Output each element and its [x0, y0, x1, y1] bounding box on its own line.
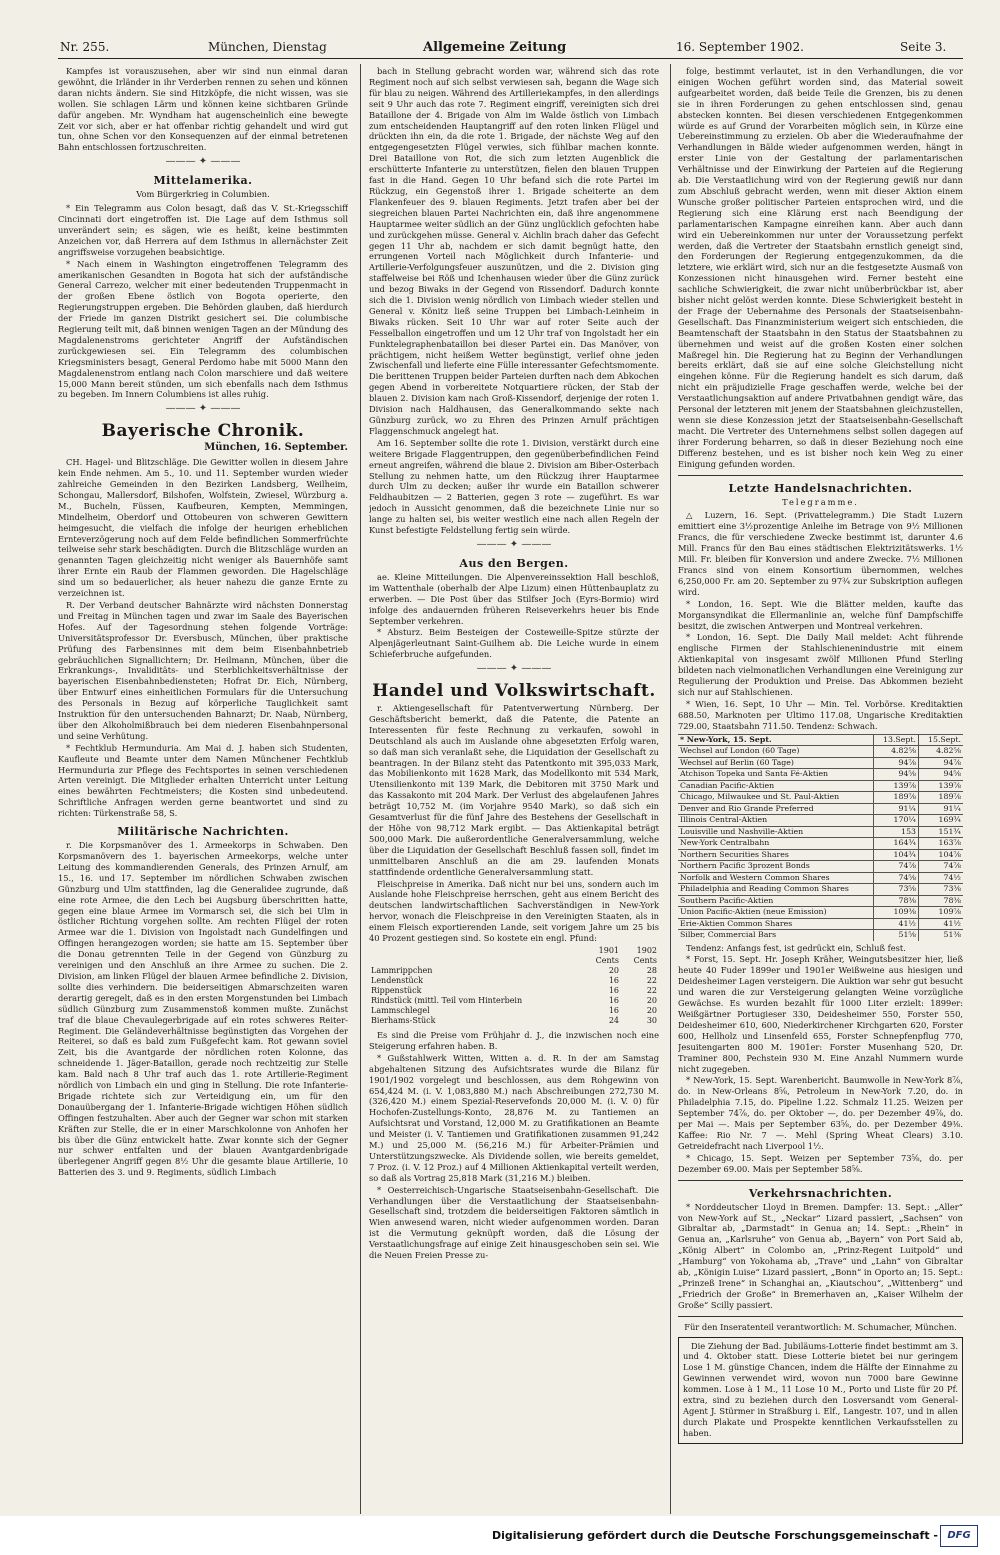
table-cell: 189⅞	[874, 792, 919, 804]
table-cell: Cents	[595, 955, 619, 965]
table-row	[678, 815, 963, 827]
section-title-letzte-handelsnachrichten: Letzte Handelsnachrichten.	[728, 481, 913, 495]
section-title-handel: Handel und Volkswirtschaft.	[372, 681, 656, 702]
table-cell: Northern Securities Shares	[678, 849, 874, 861]
article-paragraph: * London, 16. Sept. Die Daily Mail meldet: Acht führende englische Firmen der Stahlschienenindustrie mit einem Aktienkapital von insgesamt zwölf Millionen Pfund Sterling bildeten nach vielmonatlichen Verhandlungen eine Vereinigung zur Regulierung der Produktion und Preise. Das Abkommen bezieht sich nur auf Stahlschienen.	[678, 632, 963, 697]
section-title-mittelamerika: Mittelamerika.	[153, 174, 253, 188]
article-paragraph: * Gußstahlwerk Witten, Witten a. d. R. In der am Samstag abgehaltenen Sitzung des Aufsichtsrates wurde die Bilanz für 1901/1902 vorgelegt und beschlossen, aus dem Rohgewinn von 654,424 M. (i. V. 1,083,880 M.) nach Abschreibungen 272,730 M. (326,420 M.) einem Spezial-Reservefonds 20,000 M. (i. V. 0) für Hochofen-Zustellungs-Konto, 28,876 M. zu Tantiemen an Aufsichtsrat und Vorstand, 12,000 M. zu Gratifikationen an Beamte und Meister (i. V. Tantiemen und Gratifikationen zusammen 91,242 M.) und 25,000 M. (56,216 M.) für Arbeiter-Prämien und Unterstützungszwecke. Als Dividende sollen, wie bereits gemeldet, 7 Proz. (i. V. 12 Proz.) auf 4 Millionen Aktienkapital verteilt werden, so daß als Vortrag 25,818 Mark (31,216 M.) bleiben.	[369, 1052, 659, 1183]
section-rule	[678, 475, 963, 476]
article-paragraph: * Nach einem in Washington eingetroffenen Telegramm des amerikanischen Gesandten in Bogota hat sich der aufständische General Carrezo, welcher mit einer bedeutenden Truppenmacht in der großen Ebene östlich von Bogota operierte, den Regierungstruppen ergeben. Die Behörden glauben, daß hierdurch der Friede im ganzen Distrikt gesichert sei. Die columbische Regierung teilt mit, daß binnen wenigen Tagen an der Mündung des Magdalenenstroms gerichteter Angriff der Aufständischen zurückgewiesen sei. Ein Telegramm des columbischen Kriegsministers besagt, General Perdomo habe mit 5000 Mann den Magdalenenstrom entlang nach Colon marschiere und daß weitere 15,000 Mann bereit stünden, um sich ebenfalls nach dem Isthmus zu begeben. Im Innern Columbiens ist alles ruhig.	[58, 258, 348, 400]
section-title-verkehrsnachrichten: Verkehrsnachrichten.	[748, 1186, 893, 1200]
section-divider: ——— ✦ ———	[165, 156, 241, 168]
column-2	[369, 66, 659, 1511]
article-paragraph: Am 16. September sollte die rote 1. Division, verstärkt durch eine weitere Brigade Flaggentruppen, den gegenüberbefindlichen Feind erneut angreifen, während die blaue 2. Division am Biber-Osterbach Stellung zu nehmen hatte, um den Rückzug ihrer Hauptarmee durch Ulm zu decken; außer ihr wurde ein Bataillon schwerer Feldhaubitzen — 2 Batterien, gegen 3 rote — zugeführt. Es war jedoch in Aussicht genommen, daß die bezeichnete Linie nur so lange zu halten sei, bis weiter westlich eine nach allen Regeln der Kunst befestigte Feldstellung fertig sein würde.	[369, 437, 659, 536]
stock-quote-table	[678, 734, 963, 941]
section-divider: ——— ✦ ———	[476, 538, 552, 550]
article-paragraph: * Chicago, 15. Sept. Weizen per September 73⅝, do. per Dezember 69.00. Mais per September 58⅝.	[678, 1152, 963, 1174]
section-divider: ——— ✦ ———	[476, 663, 552, 675]
table-row	[369, 1016, 659, 1026]
article-paragraph: bach in Stellung gebracht worden war, während sich das rote Regiment noch auf sich selbst verwiesen sah, begann die Wage sich für blau zu neigen. Während des Artilleriekampfes, in den allerdings seit 9 Uhr auch das rote 7. Regiment eingriff, vereinigten sich drei Bataillone der 4. Brigade von Alm im Walde östlich von Limbach zum entscheidenden Hauptangriff auf den roten linken Flügel und drückten ihn ein, da die rote 1. Brigade, der nächste Weg auf den entgegengesetzten Flügel verwies, sich fühlbar machen konnte. Drei Bataillone von Rot, die sich zum letzten Augenblick die erschütterte Infanterie zu unterstützen, fielen den blauen Truppen fast in die Hand. Gegen 10 Uhr befand sich die rote Partei im Rückzug, ein Gegenstoß ihrer 1. Brigade scheiterte an dem Flankenfeuer des 9. blauen Regiments. Jetzt trafen aber bei der siegreichen blauen Partei Nachrichten ein, daß ihre angenommene Hauptarmee weiter südlich an der Günz unglücklich gefochten habe und zurückgehen müsse. General v. Aichlin brach daher das Gefecht gegen 11 Uhr ab, nachdem er sich damit begnügt hatte, den errungenen Vorteil nach Möglichkeit durch Infanterie- und Artillerie-Verfolgungsfeuer auszunützen, und die 2. Division ging staffelweise bei Röß und Ichenhausen wieder über die Günz zurück und bezog Biwaks in der Gegend von Rissendorf. Dadurch konnte sich die 1. Division wenig nördlich von Limbach wieder stellen und General v. Könitz ließ seine Truppen bei Limbach-Leinheim in Biwaks rücken. Seit 10 Uhr war auf roter Seite auch der Fesselballon eingetroffen und um 12 Uhr traf von Ingolstadt her ein Funktelegraphenbataillon bei dieser Partei ein. Das Manöver, von prächtigem, nicht heißem Wetter begünstigt, verlief ohne jeden Zwischenfall und lieferte eine Fülle interessanter Gefechtsmomente. Die berittenen Truppen beider Parteien durften nach dem Abkochen gegen Abend in vorbereitete Notquartiere rücken, der Stab der blauen 2. Division kam nach Groß-Kissendorf, derjenige der roten 1. Division nach Haldhausen, das Generalkommando sekte nach Günzburg zurück, wo zu Ehren des Prinzen Arnulf prächtigen Flaggenschmuck angelegt hat.	[369, 66, 659, 436]
article-paragraph: △ Luzern, 16. Sept. (Privattelegramm.) Die Stadt Luzern emittiert eine 3½prozentige Anleihe im Betrage von 9½ Millionen Francs, die für verschiedene Zwecke bestimmt ist, darunter 4.6 Mill. Francs für den Bau eines städtischen Elektrizitätswerks. 1½ Mill. Fr. bleiben für Konversion und andere Zwecke. 7½ Millionen Francs sind von einem Konsortium übernommen, welches 6,250,000 Fr. am 20. September zu 97¾ zur Subskription auflegen wird.	[678, 510, 963, 597]
table-cell: 1901	[598, 945, 619, 955]
page-number: Seite 3.	[900, 40, 947, 54]
issue-number: Nr. 255.	[60, 40, 110, 54]
table-cell: Cents	[633, 955, 657, 965]
section-title-aus-den-bergen: Aus den Bergen.	[459, 556, 569, 570]
table-cell: 51⅜	[919, 930, 964, 941]
table-row	[678, 803, 963, 815]
article-paragraph: * Forst, 15. Sept. Hr. Joseph Kräher, Weingutsbesitzer hier, ließ heute 40 Fuder 1899er und 1901er Weißweine aus hiesigen und Deidesheimer Lagen versteigern. Die Auktion war sehr gut besucht und waren die zur Versteigerung gelangten Weine vorzügliche Gewächse. Es wurden bezahlt für 1000 Liter erzielt: 1899er: Weißgärtner Portugieser 330, Deidesheimer 550, Forster 550, Deidesheimer 610, 600, Niederkirchener Kirchgarten 620, Forster 600, Hellholz und Linsenfeld 655, Forster Schnepfenpflug 770, Jesuitengarten 800 M. 1901er: Forster Musenhang 520, Dr. Traminer 800, Pechstein 930 M. Eine Anzahl Nummern wurde nicht zugegeben.	[678, 954, 963, 1074]
table-cell: Illinois Central-Aktien	[678, 815, 874, 827]
table-row	[678, 746, 963, 758]
table-row	[678, 849, 963, 861]
table-row	[369, 996, 659, 1006]
table-row	[678, 757, 963, 769]
table-row	[678, 872, 963, 884]
table-cell: 109⅞	[919, 907, 964, 919]
section-title-militaerische-nachrichten: Militärische Nachrichten.	[117, 825, 289, 839]
table-cell: 74⅞	[919, 861, 964, 873]
table-cell: 15.Sept.	[919, 734, 964, 746]
table-cell: Rindstück (mittl. Teil vom Hinterbein	[371, 995, 523, 1005]
newspaper-page	[58, 36, 963, 1516]
table-cell: Lendenstück	[371, 975, 424, 985]
table-cell: 169¾	[919, 815, 964, 827]
lottery-advertisement	[678, 1337, 963, 1444]
table-cell: Silber, Commercial Bars	[678, 930, 874, 941]
table-row	[369, 986, 659, 996]
table-header-row	[369, 946, 659, 956]
stock-tendency-note: Tendenz: Anfangs fest, ist gedrückt ein, Schluß fest.	[686, 942, 906, 953]
table-cell: 139⅞	[874, 780, 919, 792]
table-cell: Union Pacific-Aktien (neue Emission)	[678, 907, 874, 919]
table-row	[678, 884, 963, 896]
table-cell: 30	[646, 1015, 657, 1025]
table-row	[678, 861, 963, 873]
digitization-footer	[0, 1516, 1000, 1555]
meat-price-table	[369, 946, 659, 1026]
table-cell: 22	[646, 985, 657, 995]
table-cell: Philadelphia and Reading Common Shares	[678, 884, 874, 896]
table-cell	[369, 956, 583, 966]
table-unit-row	[369, 956, 659, 966]
table-cell: Denver and Rio Grande Preferred	[678, 803, 874, 815]
table-cell: 94⅝	[919, 769, 964, 781]
article-paragraph: * Oesterreichisch-Ungarische Staatseisenbahn-Gesellschaft. Die Verhandlungen über die Verstaatlichung der Staatseisenbahn-Gesellschaft sind, trotzdem die beiderseitigen Faktoren sämtlich in Wien anwesend waren, nicht wieder aufgenommen worden. Daran ist die Vermutung geknüpft worden, daß die Lösung der Verstaatlichungsfrage auf einige Zeit hinausgeschoben sein sei. Wie die Neuen Freien Presse zu-	[369, 1184, 659, 1261]
table-cell: 91¼	[874, 803, 919, 815]
table-cell: 94⅝	[874, 769, 919, 781]
table-row	[678, 907, 963, 919]
table-cell: 163⅞	[919, 838, 964, 850]
table-header-row	[678, 734, 963, 746]
article-paragraph: * Ein Telegramm aus Colon besagt, daß das V. St.-Kriegsschiff Cincinnati dort eingetroffen ist. Die Lage auf dem Isthmus soll unverändert sein; es sägen, wie es heißt, keine bestimmten Anzeichen vor, daß Herrera auf dem Isthmus in allernächster Zeit angriffsweise vorzugehen beabsichtige.	[58, 203, 348, 257]
table-cell: 104¾	[874, 849, 919, 861]
table-cell: 51⅝	[874, 930, 919, 941]
section-title-bayerische-chronik: Bayerische Chronik.	[101, 421, 305, 442]
table-cell: 73⅜	[919, 884, 964, 896]
dfg-logo: DFG	[940, 1525, 978, 1547]
table-cell: 74⅞	[874, 861, 919, 873]
table-cell: 16	[608, 995, 619, 1005]
section-subtitle: Vom Bürgerkrieg in Columbien.	[136, 189, 270, 200]
table-cell: Rippenstück	[371, 985, 422, 995]
article-paragraph: * Fechtklub Hermunduria. Am Mai d. J. haben sich Studenten, Kaufleute und Beamte unter dem Namen Münchener Fechtklub Hermunduria zur Pflege des Fechtsportes in seinen verschiedenen Arten vereinigt. Die Mitglieder erhalten Unterricht unter Leitung eines bewährten Fechtmeisters; die Kosten sind unbedeutend. Schriftliche Anfragen werden gerne beantwortet und sind zu richten: Türkenstraße 58, S.	[58, 742, 348, 819]
table-cell: 16	[608, 985, 619, 995]
table-cell: 1902	[636, 945, 657, 955]
section-divider: ——— ✦ ———	[165, 403, 241, 415]
column-rule	[670, 64, 671, 1514]
table-cell: Wechsel auf Berlin (60 Tage)	[678, 757, 874, 769]
article-paragraph: R. Der Verband deutscher Bahnärzte wird nächsten Donnerstag und Freitag in München tagen und zwar im Saale des Bayerischen Hofes. Auf der Tagesordnung stehen folgende Vorträge: Universitätsprofessor Dr. Eversbusch, München, über praktische Prüfung des Farbensinnes mit dem beim Eisenbahnbetrieb gebräuchlichen Signallichtern; Dr. Heilmann, München, über die Erkrankungs-, Invaliditäts- und Sterblichkeitsverhältnisse der bayerischen Eisenbahnbediensteten; Hofrat Dr. Eich, Nürnberg, über Entwurf eines einheitlichen Formulars für die Untersuchung des Personals in Bezug auf körperliche Tauglichkeit samt Instruktion für den untersuchenden Bahnarzt; Dr. Naab, Nürnberg, über den Alkoholmißbrauch bei dem niederen Eisenbahnpersonal und seine Verhütung.	[58, 599, 348, 741]
table-row	[678, 895, 963, 907]
table-cell: 189⅞	[919, 792, 964, 804]
header-city-day: München, Dienstag	[208, 40, 327, 54]
table-cell: 139⅞	[919, 780, 964, 792]
table-cell: 20	[646, 995, 657, 1005]
column-3	[678, 66, 963, 1511]
table-cell: Lammrippchen	[371, 965, 433, 975]
article-paragraph: CH. Hagel- und Blitzschläge. Die Gewitter wollen in diesem Jahre kein Ende nehmen. Am 5., 10. und 11. September wurden wieder zahlreiche Gemeinden in den Bezirken Landsberg, Weilheim, Schongau, Mallersdorf, Bilshofen, Wolfstein, Zwiesel, Würzburg a. M., Bucheln, Füssen, Kaufbeuren, Kempten, Memmingen, Mindelheim, Oberdorf und Ottobeuren von schweren Gewittern heimgesucht, die vielfach die infolge der heurigen erheblichen Ernteverzögerung noch auf dem Felde befindlichen Sommerfrüchte teilweise sehr stark beschädigten. Durch die Blitzschläge wurden an genannten Tagen gleichzeitig nicht weniger als Bauernhöfe samt ihrer Ernte ein Raub der Flammen geworden. Die Hagelschläge sind um so bedauerlicher, als heuer nahezu die ganze Ernte zu verzeichnen ist.	[58, 457, 348, 599]
article-paragraph: Es sind die Preise vom Frühjahr d. J., die inzwischen noch eine Steigerung erfahren haben. B.	[369, 1029, 659, 1051]
table-cell: 91¼	[919, 803, 964, 815]
table-cell: Lammschlegel	[371, 1005, 430, 1015]
table-cell: 41½	[874, 918, 919, 930]
table-cell: Atchison Topeka und Santa Fé-Aktien	[678, 769, 874, 781]
article-paragraph: Fleischpreise in Amerika. Daß nicht nur bei uns, sondern auch im Auslande hohe Fleischpreise herrschen, geht aus einem Bericht des deutschen landwirtschaftlichen Sachverständigen in New-York hervor, wonach die Fleischpreise in den Vereinigten Staaten, als in einem Fleisch exportierenden Lande, seit vorigem Jahre um 25 bis 40 Prozent gestiegen sind. So kostete ein engl. Pfund:	[369, 878, 659, 944]
table-cell: Chicago, Milwaukee und St. Paul-Aktien	[678, 792, 874, 804]
column-rule	[360, 64, 361, 1514]
article-paragraph: * Absturz. Beim Besteigen der Costeweille-Spitze stürzte der Alpenjägerleutnant Saint-Guilhem ab. Die Leiche wurde in einem Schieferbruche aufgefunden.	[369, 627, 659, 660]
table-cell: 22	[646, 975, 657, 985]
table-cell: 24	[608, 1015, 619, 1025]
section-rule	[678, 1180, 963, 1181]
table-cell: Louisville und Nashville-Aktien	[678, 826, 874, 838]
section-rule	[678, 1316, 963, 1317]
table-cell: 78⅜	[874, 895, 919, 907]
table-cell: Bierhams-Stück	[371, 1015, 436, 1025]
funding-credit: Digitalisierung gefördert durch die Deutsche Forschungsgemeinschaft -	[491, 1529, 938, 1542]
table-cell: Erie-Aktien Common Shares	[678, 918, 874, 930]
table-cell: Canadian Pacific-Aktien	[678, 780, 874, 792]
table-cell: 104⅞	[919, 849, 964, 861]
table-row	[369, 966, 659, 976]
table-cell: * New-York, 15. Sept.	[678, 734, 874, 746]
table-cell: Norfolk and Western Common Shares	[678, 872, 874, 884]
table-row	[369, 1006, 659, 1016]
table-cell: 74½	[919, 872, 964, 884]
table-row	[678, 769, 963, 781]
table-cell: 73⅝	[874, 884, 919, 896]
article-paragraph: folge, bestimmt verlautet, ist in den Verhandlungen, die vor einigen Wochen geführt worden sind, das Material soweit aufgearbeitet worden, daß beide Teile die Grenzen, bis zu denen sie in ihren Forderungen zu gehen entschlossen sind, genau abstecken konnten. Bei diesen verschiedenen Entgegenkommen würde es auf Grund der Vorarbeiten möglich sein, in Kürze eine Uebereinstimmung zu erzielen. Ob aber die Wiederaufnahme der Verhandlungen in Bälde wieder aufgenommen werden, hängt in erster Linie von der Gestaltung der parlamentarischen Verhältnisse und der Einwirkung der Parteien auf die Regierung ab. Die Verstaatlichung wird von der Regierung gewiß nur dann zum Abschluß gebracht werden, wenn mit dieser Aktion einem Wunsche großer politischer Parteien entsprochen wird, und die Regierung sich eine Klärung erst nach Beendigung der parlamentarischen Kampagne einreihen kann. Aber auch dann wird ein Uebereinkommen nur unter der Voraussetzung perfekt werden, daß die Vertreter der Staatsbahn ernstlich geneigt sind, den Forderungen der Regierung entgegenzukommen, da die letztere, wie erklärt wird, sich nur an die festgesetzte Ausmaß von Konzessionen nicht hinausgehen wird. Ferner besteht eine sachliche Schwierigkeit, die zwar nicht unüberbrückbar ist, aber bisher nicht gelöst werden konnte. Diese Schwierigkeit besteht in der Frage der Uebernahme des Personals der Staatseisenbahn-Gesellschaft. Das Finanzministerium weigert sich entschieden, die Beamtenschaft der Staatsbahn in den Status der Staatsbahnen zu übernehmen und weist auf die großen Kosten einer solchen Maßregel hin. Die Regierung hat zu Beginn der Verhandlungen bereits erklärt, daß sie auf eine solche Gleichstellung nicht eingehen könne. Für die Regierung handelt es sich darum, daß nicht ein präjudizielle Frage geschaffen werde, welche bei der Verstaatlichungsaktion auf andere Privatbahnen gendigt wäre, das Personal der letzteren mit jenem der Staatsbahnen gleichzustellen, wenn sie diese Konzession jetzt der Staatseisenbahn-Gesellschaft macht. Die Vertreter des Unternehmens selbst sollen dagegen auf ihrer Forderung beharren, so daß in dieser Beziehung noch eine Differenz bestehen, und es ist bisher noch kein Weg zu einer Einigung gefunden worden.	[678, 66, 963, 469]
advertisement-text: Die Ziehung der Bad. Jubiläums-Lotterie findet bestimmt am 3. und 4. Oktober statt. Diese Lotterie bietet bei nur geringem Lose 1 M. günstige Chancen, indem die Hälfte der Einnahme zu Gewinnen verwendet wird, wovon nun 7000 bare Gewinne kommen. Lose à 1 M., 11 Lose 10 M., Porto und Liste für 20 Pf. extra, sind zu beziehen durch den Losversandt vom General-Agent J. Stürmer in Straßburg i. Elf., Langestr. 107, und in allen durch Plakate und Prospekte kenntlichen Verkaufsstellen zu haben.	[683, 1340, 958, 1438]
table-cell: 4.82⅝	[919, 746, 964, 758]
table-cell: Southern Pacific-Aktien	[678, 895, 874, 907]
table-cell: 13.Sept.	[874, 734, 919, 746]
table-row	[678, 930, 963, 941]
table-cell: 170¼	[874, 815, 919, 827]
article-paragraph: * Wien, 16. Sept, 10 Uhr — Min. Tel. Vorbörse. Kreditaktien 688.50, Marknoten per Ultimo 117.08, Ungarische Kreditaktien 729.00, Staatsbahn 711.50. Tendenz: Schwach.	[678, 698, 963, 731]
article-paragraph: * Norddeutscher Lloyd in Bremen. Dampfer: 13. Sept.: „Aller“ von New-York auf St., „Neckar“ Lizard passiert, „Sachsen“ von Gibraltar ab, „Darmstadt“ in Genua an; 14. Sept.: „Rhein“ in Genua an, „Karlsruhe“ von Genua ab, „Bayern“ von Port Said ab, „König Albert“ in Colombo an, „Prinz-Regent Luitpold“ und „Hamburg“ von Yokohama ab, „Trave“ und „Lahn“ von Gibraltar ab, „Königin Luise“ Lizard passiert, „Bonn“ in Oporto an; 15. Sept.: „Prinzeß Irene“ in Schanghai an, „Kiautschou“, „Wittenberg“ und „Friedrich der Große“ in Bremerhaven an, „Kaiser Wilhelm der Große“ Scilly passiert.	[678, 1201, 963, 1310]
table-cell: 94⅞	[919, 757, 964, 769]
article-paragraph: * London, 16. Sept. Wie die Blätter melden, kaufte das Morgansyndikat die Ellermanlinie an, welche fünf Dampfschiffe besitzt, die zwischen Antwerpen und Montreal verkehren.	[678, 598, 963, 631]
table-row	[678, 826, 963, 838]
responsibility-note: Für den Inseratenteil verantwortlich: M. Schumacher, München.	[684, 1321, 957, 1332]
table-cell: 78⅜	[919, 895, 964, 907]
table-cell: 151¾	[919, 826, 964, 838]
newspaper-title: Allgemeine Zeitung	[423, 40, 567, 55]
table-cell: 164¾	[874, 838, 919, 850]
table-row	[678, 792, 963, 804]
page-header	[58, 36, 963, 59]
table-cell: 16	[608, 975, 619, 985]
table-row	[678, 780, 963, 792]
table-row	[678, 838, 963, 850]
table-cell: 20	[646, 1005, 657, 1015]
table-cell: 28	[646, 965, 657, 975]
column-1	[58, 66, 348, 1511]
table-cell: New-York Centralbahn	[678, 838, 874, 850]
article-paragraph: r. Die Korpsmanöver des 1. Armeekorps in Schwaben. Den Korpsmanövern des 1. bayerischen Armeekorps, welche unter Leitung des kommandierenden Generals, des Prinzen Arnulf, am 15., 16. und 17. September im nördlichen Schwaben zwischen Günzburg und Ulm stattfinden, lag die Generalidee zugrunde, daß eine rote Armee, die den Lech bei Augsburg überschritten hatte, gegen eine blaue Armee im Vormarsch sei, die sich bei Ulm in östlicher Richtung vorgehen sollte. Am rechten Flügel der roten Armee war die 1. Division von Ingolstadt nach Gundelfingen und Offingen herangezogen worden; sie hatte am 15. September über die Donau getrennten Teile in der Gegend von Günzburg zu vereinigen und den Anschluß an ihre Armee zu suchen. Die 2. Division, am linken Flügel der blauen Armee befindliche 2. Division, sollte dies verhindern. Die beiderseitigen Abmarschzeiten waren derartig geregelt, daß es in den ersten Morgenstunden bei Limbach südlich Günzburg zum Zusammenstoß kommen mußte. Zunächst traf die blaue Chevaulegerbrigade auf ein rotes schweres Reiter-Regiment. Die Geländeverhältnisse begünstigten das Vorgehen der Reiterei, so daß es bald zum Fußgefecht kam. Rot gewann soviel Zeit, bis die Avantgarde der nördlichen roten Kolonne, das schneidende 1. Jäger-Bataillon, gerade noch rechtzeitig zur Stelle kam. Bald nach 8 Uhr traf auch das 1. rote Artillerie-Regiment nördlich von Limbach ein und ging in Stellung. Die rote Infanterie-Brigade richtete sich zur Verteidigung ein, um für den Donauübergang der 1. Infanterie-Brigade wichtigen Höhen südlich Offingen festzuhalten. Aber auch der Gegner war schon mit starken Kräften zur Stelle, die er in einer Marschkolonne von Anhofen her bis über die Günz entwickelt hatte. Zwar konnte sich der Gegner nur schwer entfalten und der blauen Avantgardenbrigade überlegener Angriff gegen 8½ Uhr die gesamte blaue Artillerie, 10 Batterien des 3. und 9. Regiments, südlich Limbach	[58, 840, 348, 1178]
article-paragraph: * New-York, 15. Sept. Warenbericht. Baumwolle in New-York 8⅞, do. in New-Orleans 8⅝, Petroleum in New-York 7.20, do. in Philadelphia 7.15, do. Pipeline 1.22. Schmalz 11.25. Weizen per September 74⅞, do. per Oktober —, do. per Dezember 49⅞, do. per Mai —. Mais per September 63⅝, do. per Dezember 49⅜. Kaffee: Rio Nr. 7 —. Mehl (Spring Wheat Clears) 3.10. Getreidefracht nach Liverpool 1½.	[678, 1075, 963, 1151]
article-paragraph: ae. Kleine Mitteilungen. Die Alpenvereinssektion Hall beschloß, im Wattenthale (oberhalb der Alpe Lizum) einen Hüttenbauplatz zu erwerben. — Die Post über das Stilfser Joch (Eyrs-Bormio) wird infolge des andauernden früheren Reiseverkehrs heuer bis Ende September verkehren.	[369, 571, 659, 626]
header-date: 16. September 1902.	[676, 40, 804, 54]
article-paragraph: Kampfes ist vorauszusehen, aber wir sind nun einmal daran gewöhnt, die Irländer in ihr Verderben rennen zu sehen und können daran nichts ändern. Sie sind Hitzköpfe, die nicht wissen, was sie wollen. Sie schlagen Lärm und können keine sichtbaren Gründe dafür angeben. Mr. Wyndham hat augenscheinlich eine bewegte Zeit vor sich, aber er hat offenbar richtig gehandelt und wird gut tun, ohne Schen vor den Konsequenzen auf der einmal betretenen Bahn entschlossen fortzuschreiten.	[58, 66, 348, 153]
table-cell: 94⅞	[874, 757, 919, 769]
table-cell: 109⅜	[874, 907, 919, 919]
table-cell: Northern Pacific 3prozent Bonds	[678, 861, 874, 873]
section-subtitle: Telegramme.	[782, 496, 859, 507]
table-row	[678, 918, 963, 930]
table-cell: 4.82⅝	[874, 746, 919, 758]
table-cell: 153	[874, 826, 919, 838]
table-row	[369, 976, 659, 986]
dateline: München, 16. September.	[204, 442, 348, 454]
table-cell: 20	[608, 965, 619, 975]
table-cell: 74⅝	[874, 872, 919, 884]
article-paragraph: r. Aktiengesellschaft für Patentverwertung Nürnberg. Der Geschäftsbericht bemerkt, daß die Patente, die Patente an Interessenten für feste Rechnung zu verkaufen, sowohl in Deutschland als auch im Auslande ohne abgesetzten Erfolg waren, so daß man sich veranlaßt sehe, die Liquidation der Gesellschaft zu beantragen. In der Bilanz steht das Patentkonto mit 395,033 Mark, das Mobilienkonto mit 1628 Mark, das Modellkonto mit 534 Mark, Utensilienkonto mit 139 Mark, die Debitoren mit 3750 Mark und das Kassakonto mit 204 Mark. Der Verlust des abgelaufenen Jahres beträgt 10,752 M. (im Vorjahre 9540 Mark), so daß sich ein Gesamtverlust für die fünf Jahre des Bestehens der Gesellschaft in der Höhe von 98,712 Mark ergibt. — Das Aktienkapital beträgt 500,000 Mark. Die außerordentliche Generalversammlung, welche über die Liquidation der Gesellschaft Beschluß fassen soll, findet im unmittelbaren Anschluß an die am 29. laufenden Monats stattfindende ordentliche Generalversammlung statt.	[369, 703, 659, 877]
table-cell: Wechsel auf London (60 Tage)	[678, 746, 874, 758]
table-cell	[369, 946, 583, 956]
table-cell: 41½	[919, 918, 964, 930]
table-cell: 16	[608, 1005, 619, 1015]
